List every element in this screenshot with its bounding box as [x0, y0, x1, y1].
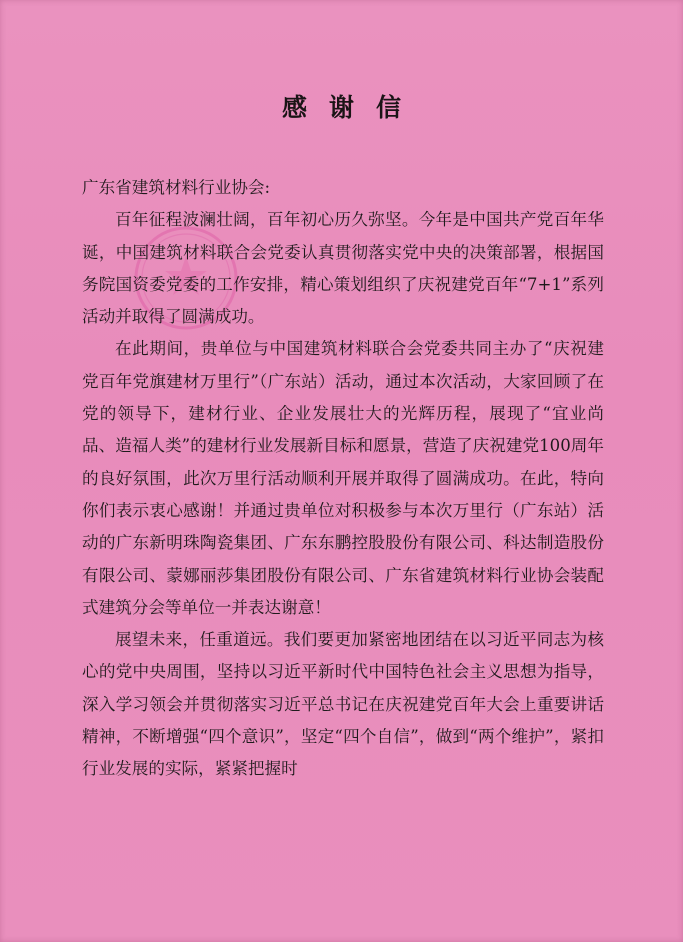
paragraph-3: 展望未来，任重道远。我们要更加紧密地团结在以习近平同志为核心的党中央周围，坚持以习近平新时代中国特色社会主义思想为指导，深入学习领会并贯彻落实习近平总书记在庆祝建党百年大会上重要讲话精神，不断增强“四个意识”，坚定“四个自信”，做到“两个维护”，紧扣行业发展的实际，紧紧把握时: [82, 630, 604, 779]
letter-body: [82, 172, 604, 786]
paragraph-1: 百年征程波澜壮阔，百年初心历久弥坚。今年是中国共产党百年华诞，中国建筑材料联合会党委认真贯彻落实党中央的决策部署，根据国务院国资委党委的工作安排，精心策划组织了庆祝建党百年“7+1”系列活动并取得了圆满成功。: [82, 210, 604, 327]
salutation: 广东省建筑材料行业协会:: [82, 178, 271, 197]
paragraph-2: 在此期间，贵单位与中国建筑材料联合会党委共同主办了“庆祝建党百年党旗建材万里行”（广东站）活动，通过本次活动，大家回顾了在党的领导下，建材行业、企业发展壮大的光辉历程，展现了“宜业尚品、造福人类”的建材行业发展新目标和愿景，营造了庆祝建党100周年的良好氛围，此次万里行活动顺利开展并取得了圆满成功。在此，特向你们表示衷心感谢！并通过贵单位对积极参与本次万里行（广东站）活动的广东新明珠陶瓷集团、广东东鹏控股股份有限公司、科达制造股份有限公司、蒙娜丽莎集团股份有限公司、广东省建筑材料行业协会装配式建筑分会等单位一并表达谢意！: [82, 339, 604, 617]
letter-title: 感谢信: [281, 93, 423, 122]
